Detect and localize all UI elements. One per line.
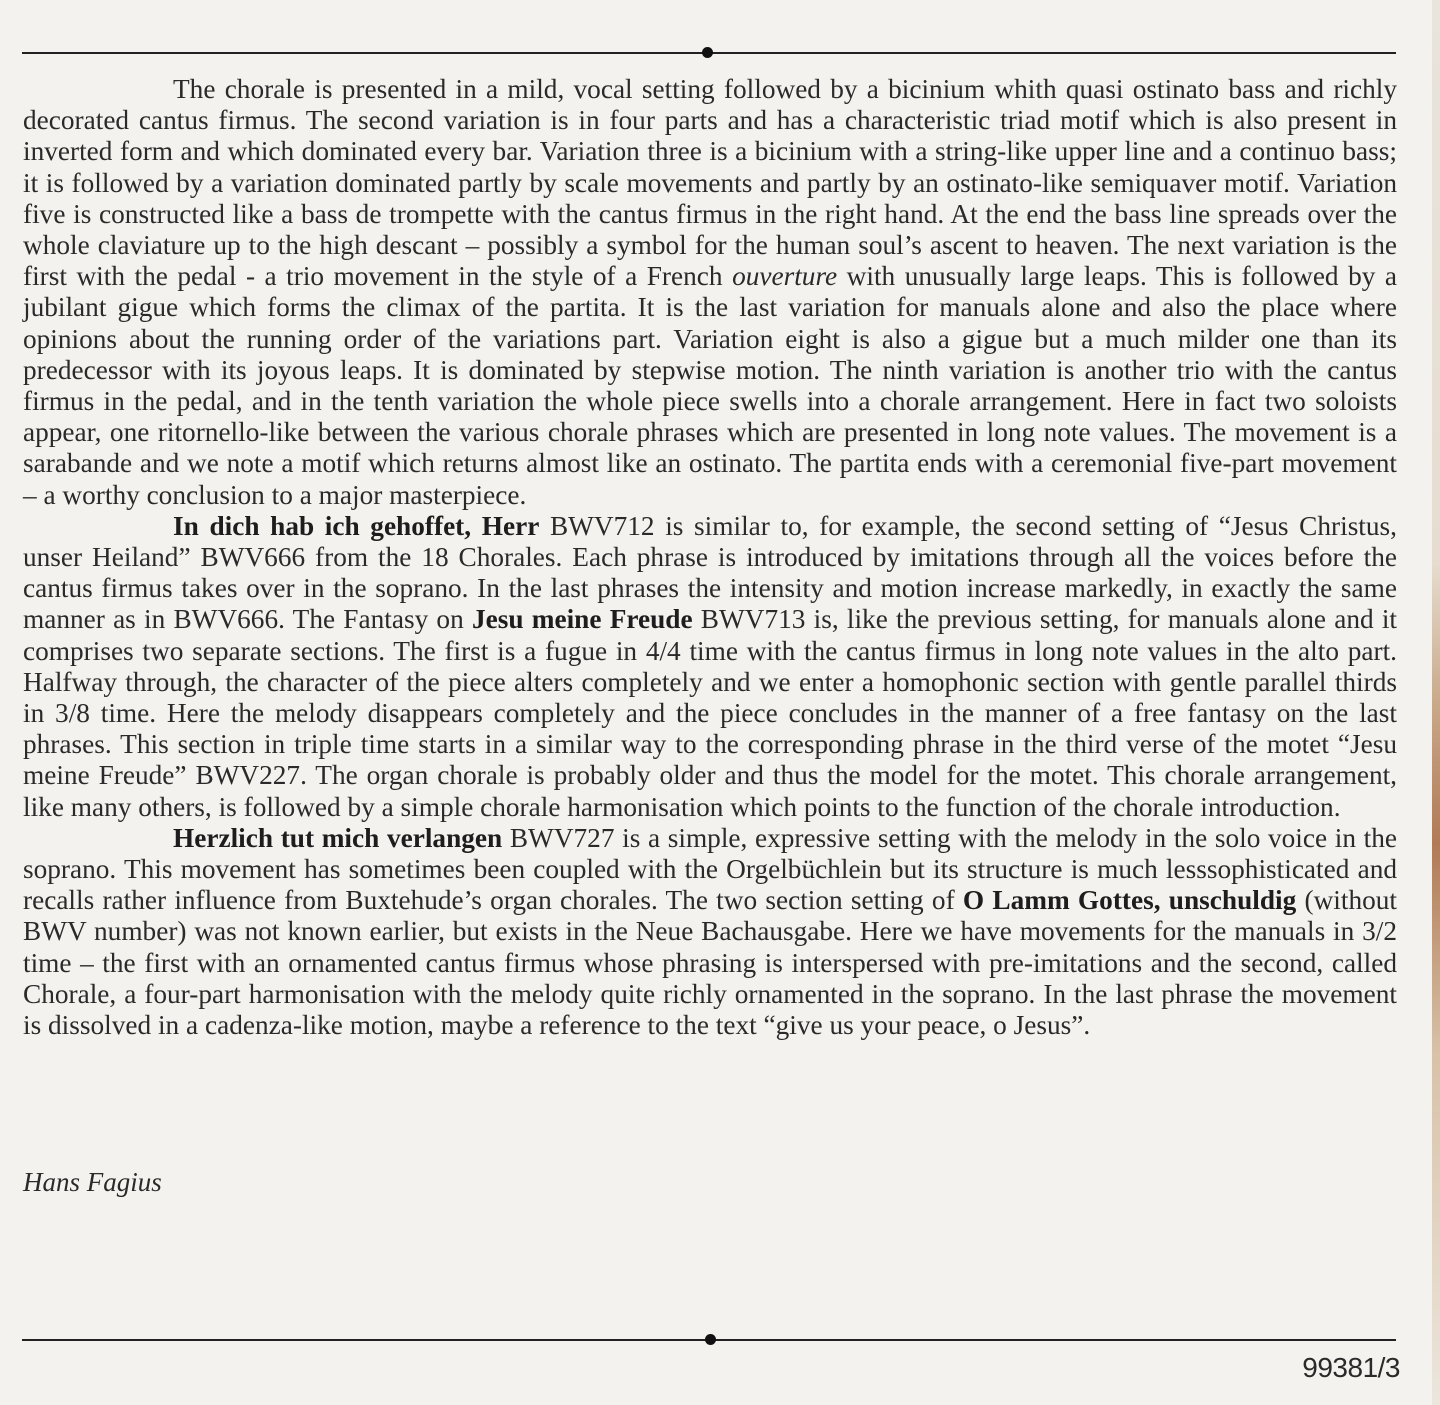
paragraph-bwv712-bwv713: [23, 511, 1397, 823]
title-in-dich-hab-ich-gehoffet: In dich hab ich gehoffet, Herr: [173, 510, 540, 541]
title-o-lamm-gottes: O Lamm Gottes, unschuldig: [962, 885, 1297, 916]
bottom-divider: [22, 1339, 1396, 1341]
text-run: with unusually large leaps. This is followed by a jubilant gigue which forms the climax of the partita. It is the last variation for manuals alone and also the place where opinions about the running order of the variations part. Variation eight is also a gigue but a much milder one than its predecessor with its joyous leaps. It is dominated by stepwise motion. The ninth variation is another trio with the cantus firmus in the pedal, and in the tenth variation the whole piece swells into a chorale arrangement. Here in fact two soloists appear, one ritornello-like between the various chorale phrases which are presented in long note values. The movement is a sarabande and we note a motif which returns almost like an ostinato. The partita ends with a ceremonial five-part movement – a worthy conclusion to a major masterpiece.: [23, 261, 1397, 510]
paragraph-partita-variations: [23, 74, 1397, 511]
author-signature: Hans Fagius: [23, 1167, 162, 1197]
text-run: BWV712 is similar to, for example, the second setting of “Jesus Christus, unser Heiland” BWV666 from the 18 Chorales. Each phrase is introduced by imitations through all the voices before the cantus firmus takes over in the soprano. In the last phrases the intensity and motion increase markedly, in exactly the same manner as in BWV666. The Fantasy on: [23, 510, 1397, 635]
catalog-number: 99381/3: [1302, 1352, 1400, 1383]
divider-dot: [705, 1334, 716, 1345]
divider-dot: [702, 47, 713, 58]
text-run: The chorale is presented in a mild, vocal setting followed by a bicinium whith quasi ostinato bass and richly decorated cantus firmus. The second variation is in four parts and has a characteristic triad motif which is also present in inverted form and which dominated every bar. Variation three is a bicinium with a string-like upper line and a continuo bass; it is followed by a variation dominated partly by scale movements and partly by an ostinato-like semiquaver motif. Variation five is constructed like a bass de trompette with the cantus firmus in the right hand. At the end the bass line spreads over the whole claviature up to the high descant – possibly a symbol for the human soul’s ascent to heaven. The next variation is the first with the pedal - a trio movement in the style of a French: [23, 74, 1397, 292]
title-jesu-meine-freude: Jesu meine Freude: [471, 604, 693, 635]
top-divider: [22, 52, 1396, 54]
paragraph-bwv727-o-lamm-gottes: [23, 823, 1397, 1041]
text-run: (without BWV number) was not known earlier, but exists in the Neue Bachausgabe. Here we have movements for the manuals in 3/2 time – the first with an ornamented cantus firmus whose phrasing is interspersed with pre-imitations and the second, called Chorale, a four-part harmonisation with the melody quite richly ornamented in the soprano. In the last phrase the movement is dissolved in a cadenza-like motion, maybe a reference to the text “give us your peace, o Jesus”.: [23, 885, 1397, 1041]
text-run-italic: ouverture: [732, 261, 838, 292]
page-edge-shading: [1432, 0, 1440, 1405]
title-herzlich-tut-mich-verlangen: Herzlich tut mich verlangen: [173, 822, 503, 853]
article-body: [23, 74, 1397, 1041]
text-run: BWV727 is a simple, expressive setting with the melody in the solo voice in the soprano. This movement has sometimes been coupled with the Orgelbüchlein but its structure is much lesssophisticated and recalls rather influence from Buxtehude’s organ chorales. The two section setting of: [23, 822, 1397, 916]
text-run: BWV713 is, like the previous setting, for manuals alone and it comprises two separate sections. The first is a fugue in 4/4 time with the cantus firmus in long note values in the alto part. Halfway through, the character of the piece alters completely and we enter a homophonic section with gentle parallel thirds in 3/8 time. Here the melody disappears completely and the piece concludes in the manner of a free fantasy on the last phrases. This section in triple time starts in a similar way to the corresponding phrase in the third verse of the motet “Jesu meine Freude” BWV227. The organ chorale is probably older and thus the model for the motet. This chorale arrangement, like many others, is followed by a simple chorale harmonisation which points to the function of the chorale introduction.: [23, 604, 1397, 822]
